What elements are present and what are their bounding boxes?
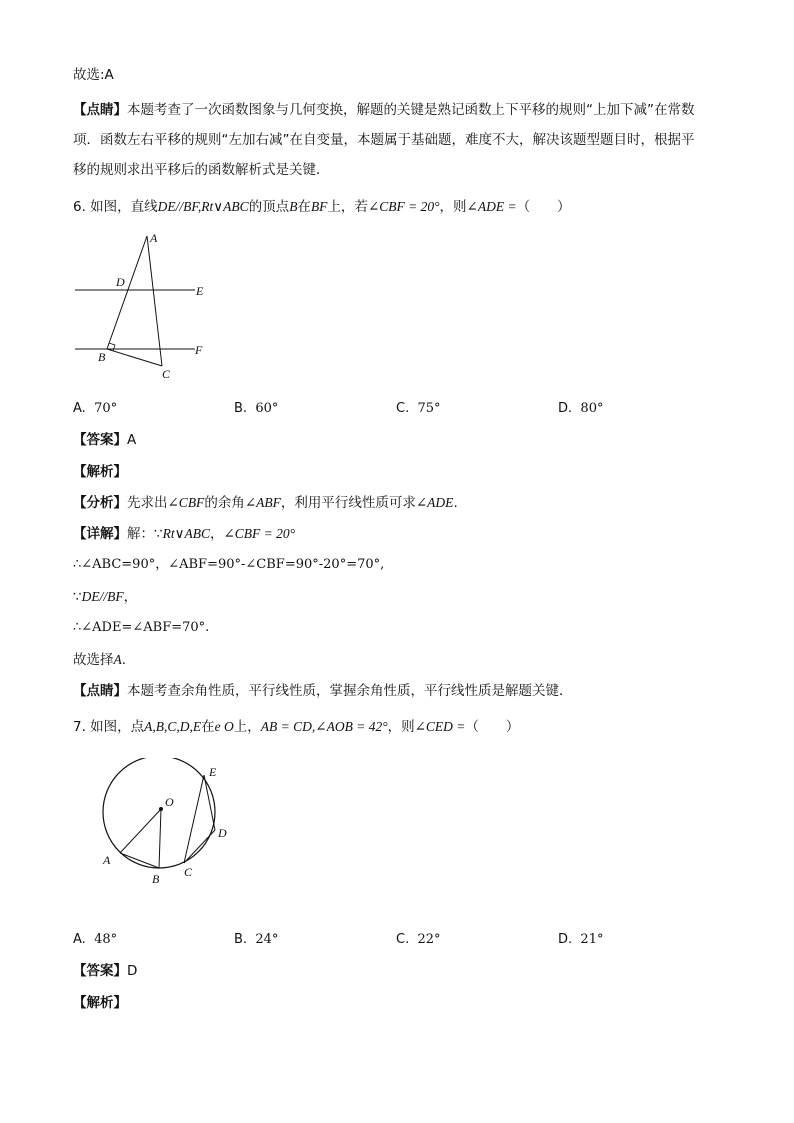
segment-BC [107, 349, 162, 366]
label-E: E [209, 765, 217, 779]
comment-text: 本题考查了一次函数图象与几何变换，解题的关键是熟记函数上下平移的规则“上加下减”在常数 [127, 102, 695, 118]
question-6-stem [73, 198, 571, 216]
q6-figure [70, 228, 220, 383]
chord-ED [204, 775, 215, 830]
q6-text-4: ，则 [439, 199, 467, 215]
q7-analysis-heading: 【解析】 [73, 995, 127, 1011]
q6-option-a: A. 70° [73, 401, 118, 416]
q6-answer: 【答案】A [73, 432, 137, 448]
label-B: B [98, 350, 106, 364]
label-D: D [116, 275, 125, 289]
label-A: A [103, 853, 111, 867]
q6-text-1: 的顶点 [248, 199, 290, 215]
q6-step-1: ∴∠ABC=90°，∠ABF=90°-∠CBF=90°-20°=70°, [73, 557, 385, 572]
segment-AC [147, 236, 162, 366]
q6-prefix: 6. 如图，直线 [73, 199, 158, 215]
q7-answer: 【答案】D [73, 963, 138, 979]
q6-fenxi: 【分析】先求出∠CBF的余角∠ABF，利用平行线性质可求∠ADE. [73, 495, 458, 511]
q6-text-3: 上，若 [327, 199, 368, 215]
q6-analysis-heading: 【解析】 [73, 464, 127, 480]
segment-OB [159, 809, 161, 868]
q6-option-c: C. 75° [396, 401, 441, 416]
q6-math-6: ∠ADE = [466, 199, 517, 214]
label-C: C [184, 865, 193, 879]
q6-option-d: D. 80° [558, 401, 604, 416]
q6-math-3: B [289, 199, 298, 214]
q7-option-b: B. 24° [234, 932, 279, 947]
label-B: B [152, 872, 160, 886]
q6-detail: 【详解】解：∵Rt∨ABC，∠CBF = 20° [73, 526, 296, 542]
answer-line: 故选:A [73, 67, 114, 83]
label-O: O [165, 795, 174, 809]
q6-text-5: （ ） [516, 199, 571, 215]
q7-figure [95, 758, 245, 893]
circle-O [103, 758, 215, 868]
q6-choose: 故选择A. [73, 652, 127, 668]
label-F: F [195, 343, 203, 357]
q6-math-1: DE//BF [157, 199, 198, 214]
segment-OA [120, 809, 161, 853]
segment-AB [107, 236, 147, 349]
q6-step-3: ∴∠ADE=∠ABF=70°. [73, 620, 210, 635]
label-C: C [162, 367, 171, 381]
chord-AB [120, 853, 159, 868]
q6-comment: 【点睛】本题考查余角性质，平行线性质，掌握余角性质，平行线性质是解题关键． [73, 683, 573, 699]
q6-math-5: ∠CBF = 20° [367, 199, 440, 214]
q6-text-2: 在 [297, 199, 311, 215]
label-D: D [218, 826, 227, 840]
q7-option-c: C. 22° [396, 932, 441, 947]
comment-tag: 【点睛】 [73, 102, 127, 118]
q6-math-2: ,Rt∨ABC [197, 199, 249, 214]
chord-CD [184, 830, 215, 863]
comment-paragraph-line-3: 移的规则求出平移后的函数解析式是关键． [73, 162, 330, 178]
q7-option-a: A. 48° [73, 932, 118, 947]
label-A: A [150, 231, 158, 245]
q6-option-b: B. 60° [234, 401, 279, 416]
comment-paragraph-line-2: 项．函数左右平移的规则“左加右减”在自变量，本题属于基础题，难度不大，解决该题型题目时，根据平 [73, 132, 695, 148]
comment-paragraph-line-1 [73, 101, 695, 119]
q7-option-d: D. 21° [558, 932, 604, 947]
question-7-stem: 7. 如图，点A,B,C,D,E在e O上，AB = CD,∠AOB = 42°，则∠CED =（ ） [73, 719, 520, 735]
label-E: E [196, 284, 204, 298]
q6-math-4: BF [310, 199, 328, 214]
q6-step-2: ∵DE//BF， [73, 589, 138, 605]
